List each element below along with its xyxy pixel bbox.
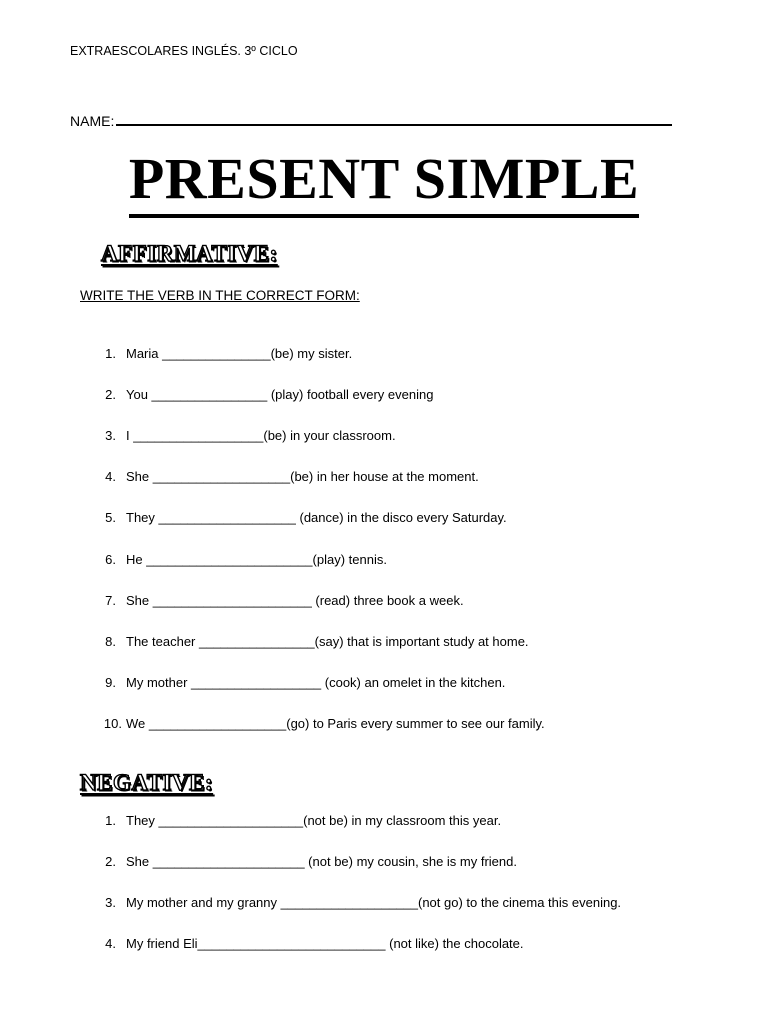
affirmative-heading: AFFIRMATIVE:	[101, 241, 278, 266]
item-number: 2.	[105, 854, 116, 869]
item-text: My friend Eli__________________________ (not like) the chocolate.	[126, 936, 524, 951]
item-number: 6.	[105, 552, 116, 567]
item-text: She ______________________ (read) three book a week.	[126, 593, 464, 608]
instruction-text: WRITE THE VERB IN THE CORRECT FORM:	[80, 288, 360, 303]
item-number: 3.	[105, 428, 116, 443]
item-text: She ___________________(be) in her house at the moment.	[126, 469, 479, 484]
item-number: 8.	[105, 634, 116, 649]
item-number: 3.	[105, 895, 116, 910]
negative-heading: NEGATIVE:	[80, 770, 214, 795]
item-number: 4.	[105, 936, 116, 951]
item-text: The teacher ________________(say) that is important study at home.	[126, 634, 529, 649]
item-text: My mother and my granny ___________________(not go) to the cinema this evening.	[126, 895, 622, 910]
name-blank-line	[116, 110, 672, 126]
item-number: 2.	[105, 387, 116, 402]
item-text: Maria _______________(be) my sister.	[126, 346, 353, 361]
page-title: PRESENT SIMPLE	[129, 146, 639, 218]
item-number: 1.	[105, 346, 116, 361]
item-number: 10.	[103, 716, 122, 731]
item-text: We ___________________(go) to Paris every summer to see our family.	[126, 716, 545, 731]
item-text: I __________________(be) in your classroom.	[126, 428, 396, 443]
name-field-row	[70, 110, 672, 129]
header-text: EXTRAESCOLARES INGLÉS. 3º CICLO	[70, 44, 298, 58]
name-label: NAME:	[70, 113, 115, 129]
page-title-wrap	[0, 146, 768, 218]
item-text: They ___________________ (dance) in the disco every Saturday.	[126, 510, 507, 525]
item-text: She _____________________ (not be) my cousin, she is my friend.	[126, 854, 517, 869]
item-number: 9.	[105, 675, 116, 690]
item-number: 1.	[105, 813, 116, 828]
item-text: My mother __________________ (cook) an omelet in the kitchen.	[126, 675, 506, 690]
item-number: 4.	[105, 469, 116, 484]
item-text: He _______________________(play) tennis.	[126, 552, 387, 567]
item-number: 7.	[105, 593, 116, 608]
item-number: 5.	[105, 510, 116, 525]
item-text: You ________________ (play) football every evening	[126, 387, 434, 402]
item-text: They ____________________(not be) in my classroom this year.	[126, 813, 502, 828]
